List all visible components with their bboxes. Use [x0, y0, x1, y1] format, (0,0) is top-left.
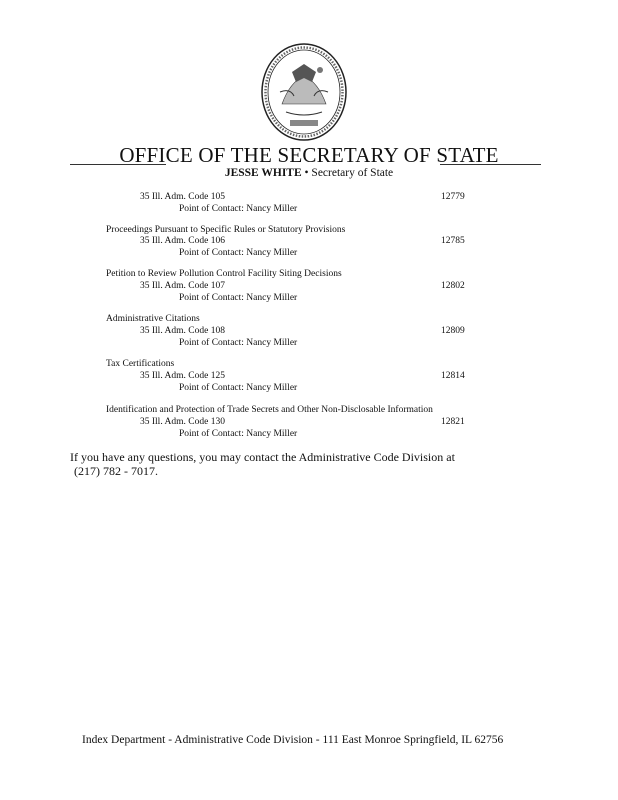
entry-heading: Tax Certifications	[106, 359, 175, 369]
entry-code: 35 Ill. Adm. Code 108	[140, 326, 225, 336]
closing-text-line-1: If you have any questions, you may contact the Administrative Code Division at	[70, 450, 455, 464]
entry-code: 35 Ill. Adm. Code 125	[140, 371, 225, 381]
entry-contact: Point of Contact: Nancy Miller	[179, 338, 298, 348]
entry-code: 35 Ill. Adm. Code 105	[140, 192, 225, 202]
entry-page: 12814	[441, 371, 465, 381]
closing-phone: (217) 782 - 7017.	[74, 464, 158, 478]
bullet-separator: •	[304, 167, 309, 179]
title-rule-right	[440, 164, 541, 165]
entry-code: 35 Ill. Adm. Code 107	[140, 281, 225, 291]
entry-contact: Point of Contact: Nancy Miller	[179, 429, 298, 439]
entry-page: 12802	[441, 281, 465, 291]
entry-code: 35 Ill. Adm. Code 106	[140, 236, 225, 246]
secretary-line	[0, 167, 618, 179]
office-title: OFFICE OF THE SECRETARY OF STATE	[119, 143, 499, 167]
entry-code: 35 Ill. Adm. Code 130	[140, 417, 225, 427]
entry-page: 12821	[441, 417, 465, 427]
title-rule-left	[70, 164, 166, 165]
entry-contact: Point of Contact: Nancy Miller	[179, 383, 298, 393]
state-seal-logo	[260, 42, 348, 142]
entry-heading: Proceedings Pursuant to Specific Rules or Statutory Provisions	[106, 225, 346, 235]
page-footer: Index Department - Administrative Code Division - 111 East Monroe Springfield, IL 62756	[82, 734, 504, 746]
entry-contact: Point of Contact: Nancy Miller	[179, 293, 298, 303]
entry-contact: Point of Contact: Nancy Miller	[179, 248, 298, 258]
entry-page: 12785	[441, 236, 465, 246]
secretary-title: Secretary of State	[311, 167, 394, 179]
entry-page: 12779	[441, 192, 465, 202]
entry-heading: Petition to Review Pollution Control Facility Siting Decisions	[106, 269, 342, 279]
entry-heading: Administrative Citations	[106, 314, 200, 324]
secretary-name: JESSE WHITE	[224, 167, 302, 179]
entry-heading: Identification and Protection of Trade Secrets and Other Non-Disclosable Information	[106, 405, 433, 415]
entry-contact: Point of Contact: Nancy Miller	[179, 204, 298, 214]
entry-page: 12809	[441, 326, 465, 336]
